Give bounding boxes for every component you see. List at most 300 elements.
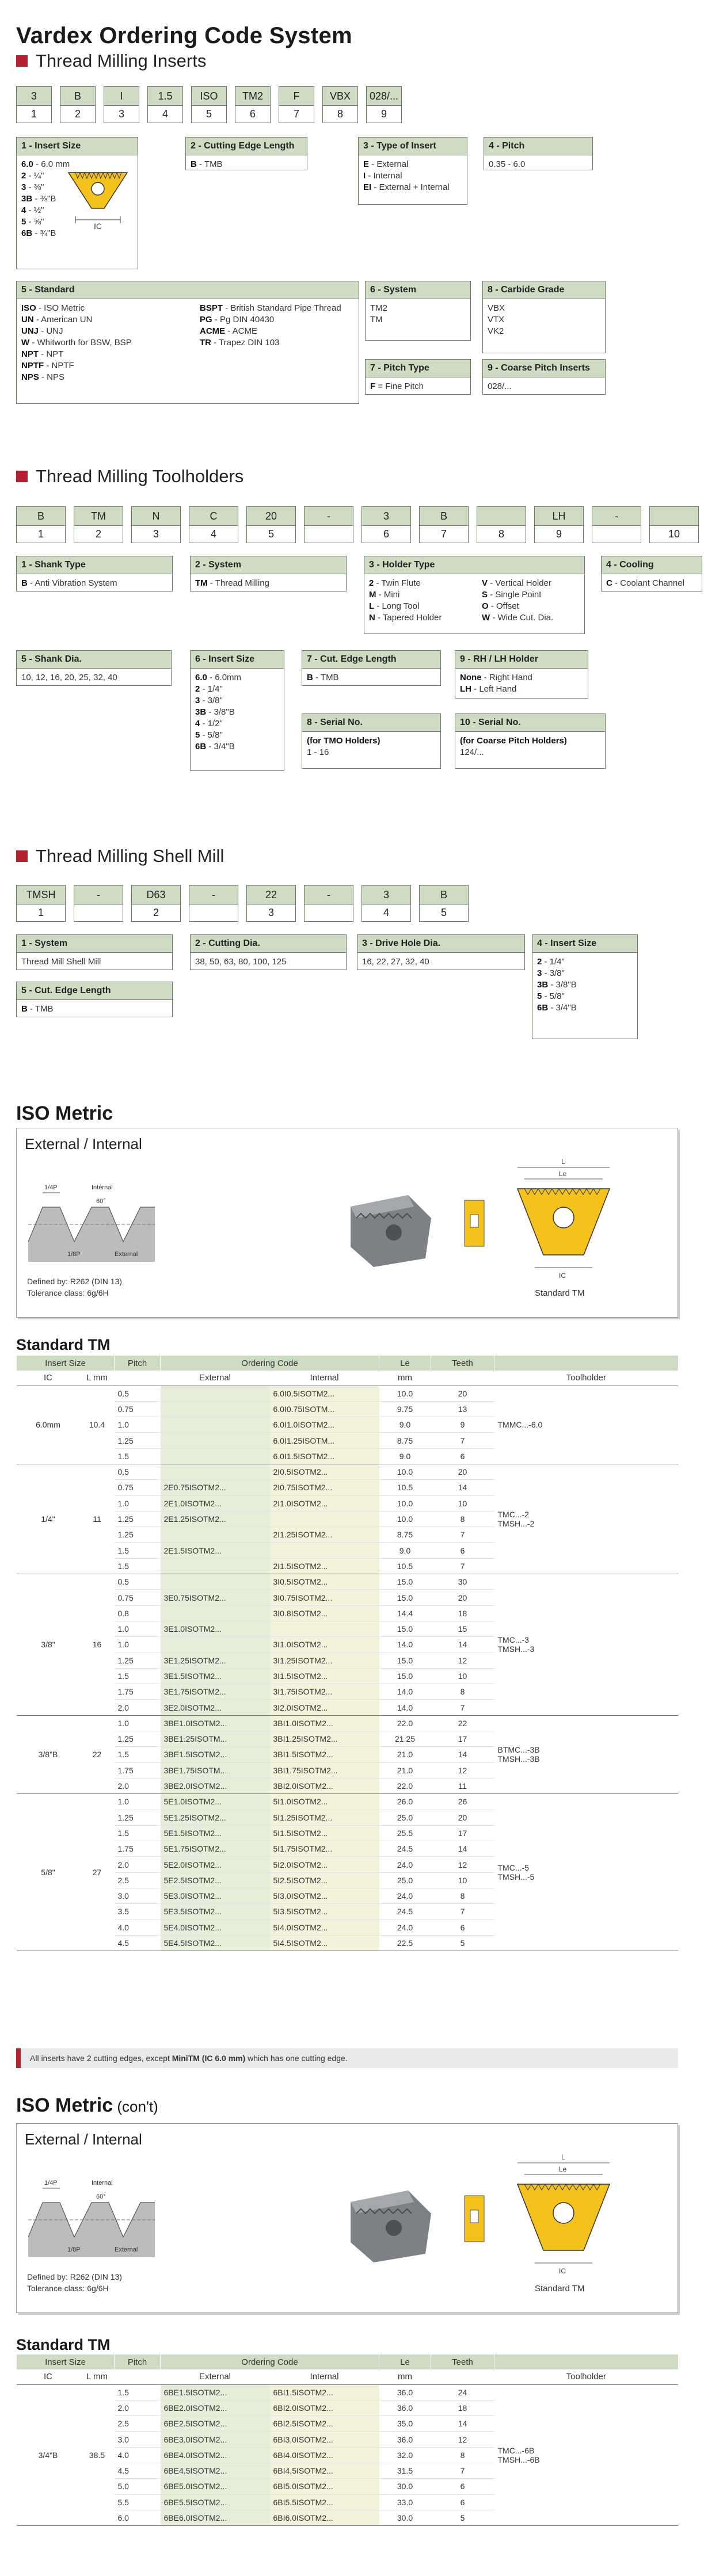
table-header-row	[17, 2354, 679, 2369]
list-item	[460, 672, 583, 684]
list-item-desc: - Long Tool	[374, 601, 420, 611]
list-item-code: 3	[195, 696, 200, 705]
list-item-code: EI	[363, 182, 372, 192]
code-cell	[366, 86, 402, 123]
internal-code-cell: 2I1.25ISOTM2...	[270, 1527, 379, 1543]
fig-ic-label: IC	[559, 1272, 566, 1280]
iso-metric-cont-heading	[16, 2094, 158, 2117]
insert-ic-cell: 3/8"B	[17, 1715, 80, 1793]
internal-code-cell: 6.0I0.75ISOTM...	[270, 1401, 379, 1417]
internal-code-cell: 6BI4.5ISOTM2...	[270, 2463, 379, 2478]
shell-cut-edge-title: 5 - Cut. Edge Length	[17, 982, 172, 1000]
list-item-code: None	[460, 673, 482, 682]
pitch-title: 4 - Pitch	[484, 138, 592, 155]
list-item-code: 6.0	[21, 159, 33, 169]
code-position: 6	[361, 526, 411, 543]
ic-label: IC	[94, 222, 102, 231]
list-item-code: O	[482, 601, 489, 611]
list-item	[200, 303, 341, 314]
cutting-dia-box	[190, 934, 347, 970]
teeth-cell: 7	[431, 1527, 494, 1543]
le-cell: 10.0	[379, 1386, 431, 1401]
internal-code-cell: 3I1.75ISOTM2...	[270, 1684, 379, 1700]
le-cell: 25.0	[379, 1810, 431, 1825]
standard-title: 5 - Standard	[17, 281, 359, 299]
internal-code-cell: 6.0I1.25ISOTM...	[270, 1433, 379, 1448]
code-cell	[191, 86, 227, 123]
column-header: Internal	[270, 1371, 379, 1386]
fig-angle-label: 60°	[96, 1198, 106, 1205]
tolerance-text-2: Tolerance class: 6g/6H	[27, 2284, 109, 2293]
le-cell: 10.0	[379, 1511, 431, 1526]
code-position: 3	[131, 526, 181, 543]
system-list	[366, 299, 470, 329]
th-cut-edge-title: 7 - Cut. Edge Length	[302, 651, 440, 669]
internal-code-cell: 6BI2.5ISOTM2...	[270, 2416, 379, 2432]
column-group-header: Pitch	[115, 2354, 161, 2369]
thread-profile-diagram-icon	[28, 1176, 155, 1262]
list-item	[195, 730, 279, 741]
code-position: 1	[16, 905, 66, 922]
column-header: External	[161, 1371, 270, 1386]
pitch-cell: 1.5	[115, 2384, 161, 2400]
teeth-cell: 11	[431, 1778, 494, 1793]
column-header	[431, 1371, 494, 1386]
standard-tm-caption-2: Standard TM	[535, 2284, 585, 2293]
fig-external-label: External	[115, 1251, 138, 1258]
shank-type-code: B	[21, 578, 28, 588]
insert-ic-cell: 3/4"B	[17, 2384, 80, 2526]
insert-side-view-icon	[460, 2193, 489, 2245]
external-code-cell: 5E3.0ISOTM2...	[161, 1888, 270, 1904]
iso-metric-heading	[16, 1102, 113, 1125]
code-value: 3	[361, 506, 411, 526]
column-header: Toolholder	[494, 2369, 679, 2384]
code-cell	[131, 506, 181, 543]
fig-internal-label: Internal	[92, 1184, 113, 1191]
external-code-cell	[161, 1448, 270, 1464]
table-row	[17, 1386, 679, 1401]
internal-code-cell: 3BI2.0ISOTM2...	[270, 1778, 379, 1793]
le-cell: 8.75	[379, 1527, 431, 1543]
list-item-desc: - 1/4"	[542, 957, 565, 967]
thread-panel-2	[16, 2123, 678, 2313]
list-item-code: ACME	[200, 326, 226, 336]
code-cell	[104, 86, 139, 123]
threaded-insert-3d-icon	[339, 2179, 437, 2265]
le-cell: 15.0	[379, 1621, 431, 1636]
code-value: 3	[361, 885, 411, 905]
external-code-cell: 3BE1.5ISOTM2...	[161, 1747, 270, 1762]
pitch-cell: 1.0	[115, 1637, 161, 1653]
code-cell	[189, 885, 238, 922]
internal-code-cell: 2I1.5ISOTM2...	[270, 1558, 379, 1574]
pitch-cell: 1.25	[115, 1511, 161, 1526]
list-item-code: UNJ	[21, 326, 39, 336]
teeth-cell: 7	[431, 1558, 494, 1574]
code-value: 1.5	[147, 86, 183, 106]
code-value: B	[419, 506, 469, 526]
list-item-code: I	[363, 171, 366, 181]
list-item-code: NPS	[21, 372, 39, 382]
list-item: VBX	[488, 303, 505, 313]
cooling-desc: - Coolant Channel	[612, 578, 684, 588]
pitch-type-desc: = Fine Pitch	[375, 381, 424, 391]
le-cell: 10.5	[379, 1558, 431, 1574]
code-position: 6	[235, 106, 271, 123]
le-cell: 36.0	[379, 2432, 431, 2447]
table-row	[17, 2384, 679, 2400]
column-header: mm	[379, 1371, 431, 1386]
list-item-desc: - NPTF	[44, 361, 74, 371]
le-cell: 10.0	[379, 1495, 431, 1511]
le-cell: 21.0	[379, 1747, 431, 1762]
list-item-code: M	[369, 590, 376, 600]
code-cell	[361, 506, 411, 543]
internal-code-cell: 2I1.0ISOTM2...	[270, 1495, 379, 1511]
code-value: F	[279, 86, 314, 106]
code-cell	[592, 506, 641, 543]
pitch-cell: 2.0	[115, 1700, 161, 1715]
teeth-cell: 14	[431, 1841, 494, 1857]
list-item	[537, 956, 633, 968]
internal-code-cell: 5I3.5ISOTM2...	[270, 1904, 379, 1919]
insert-l-cell: 27	[80, 1794, 115, 1951]
list-item-code: 3B	[195, 707, 207, 717]
external-code-cell: 3BE1.75ISOTM...	[161, 1762, 270, 1778]
pitch-cell: 5.5	[115, 2494, 161, 2510]
le-cell: 22.0	[379, 1778, 431, 1793]
thread-panel	[16, 1128, 678, 1318]
cutting-edge-code: B	[191, 159, 197, 169]
internal-code-cell: 6BI1.5ISOTM2...	[270, 2384, 379, 2400]
list-item-code: 2	[537, 957, 542, 967]
internal-code-cell: 3I0.75ISOTM2...	[270, 1590, 379, 1605]
code-position: 10	[649, 526, 699, 543]
internal-code-cell: 3I1.5ISOTM2...	[270, 1668, 379, 1684]
pitch-cell: 2.5	[115, 2416, 161, 2432]
code-position: 3	[246, 905, 296, 922]
table-header-row	[17, 1356, 679, 1371]
fig-quarter-p-label: 1/4P	[44, 2180, 58, 2186]
type-of-insert-title: 3 - Type of Insert	[359, 138, 467, 155]
le-cell: 9.0	[379, 1543, 431, 1558]
standard-list-left	[21, 303, 188, 383]
pitch-cell: 1.75	[115, 1762, 161, 1778]
fig-l-label: L	[561, 2153, 565, 2161]
list-item-code: PG	[200, 315, 212, 325]
cutting-dia-title: 2 - Cutting Dia.	[191, 935, 346, 953]
internal-code-cell: 3I0.8ISOTM2...	[270, 1605, 379, 1621]
pitch-cell: 1.5	[115, 1825, 161, 1841]
list-item-desc: - 1/4"	[200, 684, 223, 694]
teeth-cell: 8	[431, 1888, 494, 1904]
list-item	[482, 578, 553, 589]
code-cell	[534, 506, 584, 543]
list-item-desc: - American UN	[33, 315, 93, 325]
external-code-cell: 6BE4.0ISOTM2...	[161, 2447, 270, 2463]
internal-code-cell: 6BI6.0ISOTM2...	[270, 2510, 379, 2525]
le-cell: 9.0	[379, 1448, 431, 1464]
system-box	[365, 281, 471, 341]
code-cell	[304, 885, 353, 922]
teeth-cell: 12	[431, 1762, 494, 1778]
le-cell: 14.0	[379, 1637, 431, 1653]
list-item	[21, 314, 188, 326]
internal-code-cell: 3I2.0ISOTM2...	[270, 1700, 379, 1715]
rh-lh-title: 9 - RH / LH Holder	[455, 651, 588, 669]
list-item	[195, 684, 279, 695]
le-cell: 26.0	[379, 1794, 431, 1810]
code-position: 9	[366, 106, 402, 123]
serial10-line2: 124/...	[460, 747, 484, 757]
fig-l-label: L	[561, 1158, 565, 1166]
code-value: -	[304, 885, 353, 905]
column-group-header: Pitch	[115, 1356, 161, 1371]
internal-code-cell: 3BI1.25ISOTM2...	[270, 1731, 379, 1747]
insert-ic-cell: 5/8"	[17, 1794, 80, 1951]
shell-heading-text: Thread Milling Shell Mill	[36, 846, 224, 866]
list-item-code: 6B	[21, 228, 33, 238]
insert-side-view-icon	[460, 1197, 489, 1249]
shank-type-desc: - Anti Vibration System	[27, 578, 117, 588]
pitch-cell: 1.0	[115, 1495, 161, 1511]
teeth-cell: 22	[431, 1715, 494, 1731]
code-cell	[60, 86, 96, 123]
fig-le-label: Le	[559, 2165, 567, 2173]
toolholder-cell: BTMC...-3B TMSH...-3B	[494, 1715, 679, 1793]
list-item	[195, 741, 279, 753]
teeth-cell: 10	[431, 1495, 494, 1511]
teeth-cell: 5	[431, 1935, 494, 1951]
code-position	[304, 905, 353, 922]
list-item-desc: - 1/2"	[200, 719, 223, 728]
external-code-cell: 2E0.75ISOTM2...	[161, 1480, 270, 1495]
list-item-code: NPT	[21, 349, 39, 359]
pitch-cell: 1.5	[115, 1747, 161, 1762]
teeth-cell: 12	[431, 2432, 494, 2447]
serial8-line2: 1 - 16	[307, 747, 329, 757]
list-item	[369, 601, 470, 612]
external-code-cell: 3E1.25ISOTM2...	[161, 1653, 270, 1668]
shell-cut-edge-code: B	[21, 1004, 28, 1014]
table-row	[17, 1574, 679, 1590]
insert-ic-cell: 1/4"	[17, 1464, 80, 1574]
thread-panel-title: External / Internal	[25, 1135, 142, 1152]
list-item-code: 4	[195, 719, 200, 728]
teeth-cell: 13	[431, 1401, 494, 1417]
code-position: 2	[60, 106, 96, 123]
code-cell	[419, 506, 469, 543]
teeth-cell: 12	[431, 1653, 494, 1668]
code-value: ISO	[191, 86, 227, 106]
fig-external-label: External	[115, 2246, 138, 2253]
external-code-cell	[161, 1464, 270, 1479]
type-of-insert-list	[359, 155, 467, 197]
external-code-cell: 6BE6.0ISOTM2...	[161, 2510, 270, 2525]
code-value: I	[104, 86, 139, 106]
insert-ic-cell: 6.0mm	[17, 1386, 80, 1464]
external-code-cell	[161, 1386, 270, 1401]
toolholder-cell: TMC...-5 TMSH...-5	[494, 1794, 679, 1951]
list-item-desc: - ¾"B	[32, 228, 56, 238]
list-item-code: 5	[21, 217, 26, 227]
code-cell	[16, 86, 52, 123]
shell-cut-edge-box	[16, 982, 173, 1017]
list-item-code: 4	[21, 205, 26, 215]
teeth-cell: 6	[431, 2494, 494, 2510]
shell-insert-size-box	[532, 934, 638, 1039]
external-code-cell: 3E1.5ISOTM2...	[161, 1668, 270, 1684]
teeth-cell: 6	[431, 1543, 494, 1558]
le-cell: 24.5	[379, 1904, 431, 1919]
le-cell: 31.5	[379, 2463, 431, 2478]
th-cut-edge-desc: - TMB	[313, 673, 339, 682]
le-cell: 22.0	[379, 1715, 431, 1731]
list-item: VK2	[488, 326, 504, 336]
teeth-cell: 7	[431, 1700, 494, 1715]
internal-code-cell: 5I1.0ISOTM2...	[270, 1794, 379, 1810]
toolholder-cell: TMC...-2 TMSH...-2	[494, 1464, 679, 1574]
standard-box	[16, 281, 359, 404]
list-item	[537, 979, 633, 991]
shell-system-box	[16, 934, 173, 970]
page-title: Vardex Ordering Code System	[16, 23, 352, 48]
footnote	[16, 2048, 678, 2068]
tolerance-text: Tolerance class: 6g/6H	[27, 1288, 109, 1297]
list-item-desc: - Tapered Holder	[375, 613, 442, 623]
pitch-cell: 1.5	[115, 1668, 161, 1684]
code-position: 3	[104, 106, 139, 123]
external-code-cell: 2E1.25ISOTM2...	[161, 1511, 270, 1526]
list-item-desc: - ⅝"	[26, 217, 44, 227]
list-item-desc: - 3/8"	[542, 968, 565, 978]
shell-code-row	[16, 885, 469, 922]
pitch-cell: 2.5	[115, 1872, 161, 1888]
teeth-cell: 20	[431, 1590, 494, 1605]
th-insert-size-list	[191, 669, 284, 756]
list-item	[21, 303, 188, 314]
teeth-cell: 7	[431, 1904, 494, 1919]
pitch-cell: 6.0	[115, 2510, 161, 2525]
thread-panel-2-title: External / Internal	[25, 2131, 142, 2148]
pitch-cell: 0.5	[115, 1386, 161, 1401]
th-insert-size-title: 6 - Insert Size	[191, 651, 284, 669]
cutting-edge-box	[185, 137, 307, 170]
column-header: Internal	[270, 2369, 379, 2384]
list-item	[460, 684, 583, 695]
pitch-cell: 1.0	[115, 1621, 161, 1636]
teeth-cell: 14	[431, 1747, 494, 1762]
code-cell	[246, 506, 296, 543]
internal-code-cell: 6BI3.0ISOTM2...	[270, 2432, 379, 2447]
column-group-header	[494, 1356, 679, 1371]
footnote-pre: All inserts have 2 cutting edges, except	[30, 2054, 172, 2063]
le-cell: 14.4	[379, 1605, 431, 1621]
code-position	[592, 526, 641, 543]
list-item-desc: - 3/8"B	[548, 980, 577, 990]
shank-dia-box	[16, 650, 172, 686]
code-cell	[361, 885, 411, 922]
th-system-desc: - Thread Milling	[207, 578, 269, 588]
internal-code-cell: 6BI4.0ISOTM2...	[270, 2447, 379, 2463]
pitch-cell: 1.5	[115, 1558, 161, 1574]
code-cell	[477, 506, 526, 543]
code-cell	[74, 506, 123, 543]
le-cell: 25.0	[379, 1872, 431, 1888]
code-cell	[419, 885, 469, 922]
external-code-cell	[161, 1605, 270, 1621]
code-value: LH	[534, 506, 584, 526]
list-item	[200, 337, 341, 349]
external-code-cell: 6BE2.0ISOTM2...	[161, 2400, 270, 2415]
serial10-line1: (for Coarse Pitch Holders)	[460, 736, 567, 746]
code-value: -	[304, 506, 353, 526]
list-item-code: 2	[369, 578, 374, 588]
code-cell	[235, 86, 271, 123]
code-cell	[147, 86, 183, 123]
teeth-cell: 20	[431, 1810, 494, 1825]
code-cell	[304, 506, 353, 543]
insert-l-cell: 11	[80, 1464, 115, 1574]
internal-code-cell: 6.0I0.5ISOTM2...	[270, 1386, 379, 1401]
external-code-cell: 3E1.0ISOTM2...	[161, 1621, 270, 1636]
le-cell: 24.5	[379, 1841, 431, 1857]
code-value	[649, 506, 699, 526]
le-cell: 14.0	[379, 1684, 431, 1700]
teeth-cell: 18	[431, 1605, 494, 1621]
list-item-code: 6.0	[195, 673, 207, 682]
pitch-cell: 1.25	[115, 1731, 161, 1747]
teeth-cell: 24	[431, 2384, 494, 2400]
list-item	[195, 707, 279, 718]
pitch-cell: 1.0	[115, 1794, 161, 1810]
pitch-cell: 0.75	[115, 1590, 161, 1605]
drive-hole-title: 3 - Drive Hole Dia.	[357, 935, 524, 953]
th-system-box	[190, 556, 347, 591]
le-cell: 24.0	[379, 1857, 431, 1872]
list-item-desc: - UNJ	[39, 326, 63, 336]
list-item-desc: - Left Hand	[471, 684, 517, 694]
external-code-cell: 6BE3.0ISOTM2...	[161, 2432, 270, 2447]
list-item-code: 2	[195, 684, 200, 694]
le-cell: 15.0	[379, 1668, 431, 1684]
internal-code-cell: 5I4.0ISOTM2...	[270, 1919, 379, 1935]
insert-size-box	[16, 137, 138, 269]
external-code-cell: 5E2.5ISOTM2...	[161, 1872, 270, 1888]
th-system-title: 2 - System	[191, 556, 346, 574]
cutting-dia-text: 38, 50, 63, 80, 100, 125	[195, 957, 287, 967]
pitch-cell: 1.75	[115, 1841, 161, 1857]
le-cell: 15.0	[379, 1653, 431, 1668]
external-code-cell: 3E0.75ISOTM2...	[161, 1590, 270, 1605]
pitch-cell: 0.75	[115, 1480, 161, 1495]
le-cell: 10.5	[379, 1480, 431, 1495]
shank-dia-text: 10, 12, 16, 20, 25, 32, 40	[21, 673, 117, 682]
defined-by-text-2: Defined by: R262 (DIN 13)	[27, 2272, 122, 2281]
internal-code-cell	[270, 1511, 379, 1526]
le-cell: 36.0	[379, 2400, 431, 2415]
list-item-desc: - External	[369, 159, 409, 169]
cooling-title: 4 - Cooling	[602, 556, 702, 574]
pitch-cell: 4.5	[115, 1935, 161, 1951]
list-item: VTX	[488, 315, 505, 325]
carbide-box	[482, 281, 606, 353]
external-code-cell	[161, 1574, 270, 1590]
le-cell: 22.5	[379, 1935, 431, 1951]
teeth-cell: 14	[431, 1637, 494, 1653]
le-cell: 25.5	[379, 1825, 431, 1841]
